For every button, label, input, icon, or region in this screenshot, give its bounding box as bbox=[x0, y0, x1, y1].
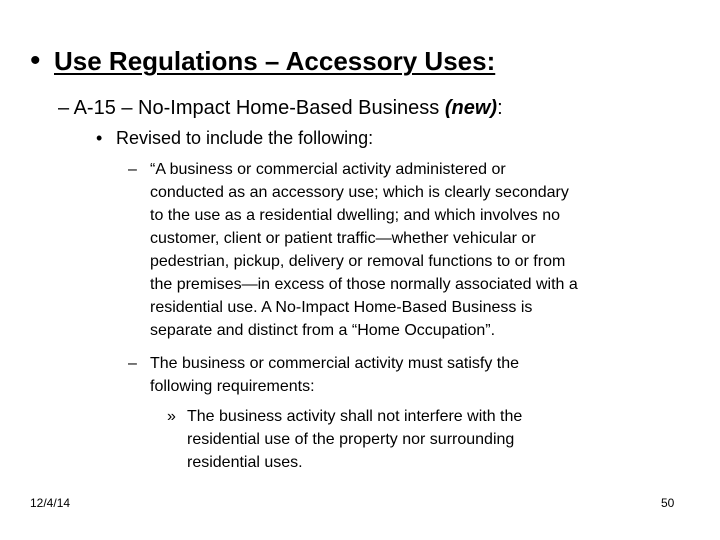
footer-page-number: 50 bbox=[661, 496, 675, 510]
footer-date: 12/4/14 bbox=[30, 496, 71, 510]
level3-text: Revised to include the following: bbox=[116, 128, 374, 148]
item2-dash: – bbox=[128, 355, 137, 372]
item1-line: customer, client or patient traffic—whether vehicular or bbox=[150, 230, 536, 247]
title-bullet: • bbox=[30, 44, 41, 77]
item1-dash: – bbox=[128, 161, 137, 178]
subheading-prefix: – A-15 – No-Impact Home-Based Business bbox=[58, 97, 445, 119]
item1-line: the premises—in excess of those normally associated with a bbox=[150, 276, 578, 293]
subheading-emphasis: (new) bbox=[444, 97, 498, 119]
item1-line: residential use. A No-Impact Home-Based Business is bbox=[150, 299, 533, 316]
level3-bullet: • bbox=[96, 128, 103, 148]
subitem-marker: » bbox=[167, 408, 176, 425]
item1-line: pedestrian, pickup, delivery or removal functions to or from bbox=[150, 253, 566, 270]
subheading-suffix: : bbox=[497, 97, 503, 119]
subitem-line: The business activity shall not interfere with the bbox=[187, 408, 523, 425]
item1-line: “A business or commercial activity administered or bbox=[150, 161, 506, 178]
subitem-line: residential use of the property nor surrounding bbox=[187, 431, 515, 448]
item1-line: to the use as a residential dwelling; and which involves no bbox=[150, 207, 561, 224]
item1-line: separate and distinct from a “Home Occupation”. bbox=[150, 322, 496, 339]
item2-line: following requirements: bbox=[150, 378, 315, 395]
slide-title: Use Regulations – Accessory Uses: bbox=[54, 46, 496, 76]
subheading bbox=[58, 95, 503, 121]
item1-line: conducted as an accessory use; which is clearly secondary bbox=[150, 184, 569, 201]
subitem-line: residential uses. bbox=[187, 454, 303, 471]
item2-line: The business or commercial activity must satisfy the bbox=[150, 355, 520, 372]
